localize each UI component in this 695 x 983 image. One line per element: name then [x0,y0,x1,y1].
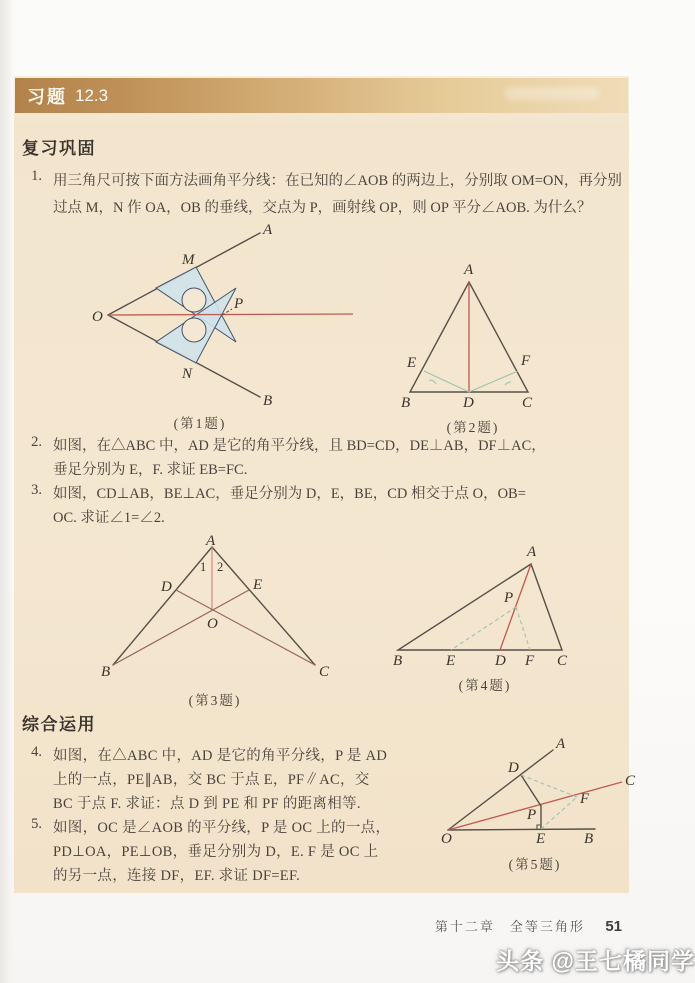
problem-1-line-1: 用三角尺可按下面方法画角平分线：在已知的∠AOB 的两边上，分别取 OM=ON，再分别 [53,173,622,189]
fig4-label-a: A [527,544,537,560]
set-square-bottom-hole [182,318,206,342]
fig3-label-c: C [319,664,330,680]
fig2-label-f: F [521,353,531,369]
problem-1-line-2: 过点 M，N 作 OA，OB 的垂线，交点为 P，画射线 OP，则 OP 平分∠AOB. 为什么？ [53,200,592,216]
figure-3-caption: (第3题) [188,693,242,708]
fig3-label-angle1: 1 [200,560,207,574]
figure-1-drawing [60,220,360,406]
watermark-text: 头条 @王七橘同学 [496,948,695,974]
fig3-label-angle2: 2 [217,560,224,574]
problem-3-line-1: 如图，CD⊥AB，BE⊥AC，垂足分别为 D，E，BE，CD 相交于点 O，OB= [53,486,526,502]
fig5-label-a: A [556,736,566,752]
triangle-abc [398,564,562,650]
segment-pd [521,775,541,806]
figure-1-caption: (第1题) [173,416,227,431]
fig3-label-a: A [206,535,216,549]
fig1-label-p: P [234,296,244,312]
section-comprehensive-heading: 综合运用 [22,715,96,734]
figure-5 [440,735,640,873]
fig5-label-c: C [625,773,636,789]
fig2-label-d: D [463,395,474,410]
fig1-label-m: M [182,252,195,268]
fig4-label-d: D [495,653,506,668]
header-smudge [505,87,600,100]
problem-5 [25,816,470,888]
figure-5-drawing [440,735,640,847]
problem-5-line-3: 的另一点，连接 DF，EF. 求证 DF=EF. [53,868,301,884]
ray-ob [448,829,595,830]
fig4-label-e: E [446,653,456,668]
section-review-heading: 复习巩固 [22,139,96,158]
figure-4-drawing [385,540,585,668]
problem-5-line-1: 如图，OC 是∠AOB 的平分线，P 是 OC 上的一点， [53,820,391,836]
problem-2-number: 2. [31,434,42,450]
fig3-label-d: D [161,579,172,595]
segment-be [113,590,249,665]
problem-1-number: 1. [31,168,42,184]
angle-mark-f [505,382,511,385]
fig4-label-b: B [393,653,403,668]
fig2-label-c: C [522,395,533,410]
segment-pe-dashed [451,607,516,650]
problem-2 [25,434,645,482]
fig1-label-a: A [263,222,273,238]
problem-2-line-2: 垂足分别为 E，F. 求证 EB=FC. [53,462,248,478]
segment-ef-dashed [541,797,577,829]
problem-4 [25,744,470,816]
problem-4-number: 4. [31,744,42,760]
segment-pf-dashed [516,607,530,650]
fig2-label-b: B [401,395,411,410]
segment-ed-green [424,371,469,392]
segment-df-dashed [521,775,577,797]
exercise-tag: 习题 [27,86,67,107]
fig5-label-b: B [584,831,594,847]
fig5-label-o: O [441,831,452,847]
problem-3-number: 3. [31,482,42,498]
problem-3 [25,482,645,530]
figure-1 [60,220,360,432]
problem-4-line-3: BC 于点 F. 求证：点 D 到 PE 和 PF 的距离相等. [53,796,361,812]
fig1-label-n: N [182,366,193,382]
segment-ab [113,547,212,665]
segment-cd [176,590,315,665]
set-square-top-hole [182,288,206,312]
fig3-label-e: E [253,577,263,593]
fig4-label-c: C [557,653,568,668]
page-number: 51 [605,918,622,935]
figure-2-caption: (第2题) [446,420,500,435]
fig2-label-a: A [464,262,474,278]
problem-4-line-2: 上的一点，PE∥AB，交 BC 于点 E，PF∥AC，交 [53,772,370,788]
figure-3-drawing [85,535,345,683]
fig1-label-o: O [92,309,103,325]
problem-2-line-1: 如图，在△ABC 中，AD 是它的角平分线，且 BD=CD，DE⊥AB，DF⊥AC， [53,438,546,454]
fig5-label-e: E [536,831,546,847]
fig5-label-d: D [508,760,519,776]
figure-2-drawing [393,252,553,410]
ray-oa [448,750,553,830]
fig5-label-p: P [527,807,537,823]
fig5-label-f: F [580,791,590,807]
segment-ac [212,547,315,665]
fig2-label-e: E [407,355,417,371]
angle-mark-e [429,380,436,384]
problem-3-line-2: OC. 求证∠1=∠2. [53,510,165,526]
fig3-label-b: B [101,664,111,680]
problem-4-line-1: 如图，在△ABC 中，AD 是它的角平分线，P 是 AD [53,748,388,764]
figure-2 [393,252,553,436]
figure-4 [385,540,585,694]
figure-5-caption: (第5题) [508,857,562,872]
figure-4-caption: (第4题) [458,678,512,693]
page-footer [0,916,628,936]
fig1-label-b: B [263,393,273,406]
exercise-header-bar [15,78,628,113]
exercise-number: 12.3 [75,85,109,105]
chapter-title: 第十二章 全等三角形 [434,919,585,934]
fig3-label-o: O [207,616,218,632]
figure-3 [85,535,345,709]
problem-5-number: 5. [31,816,42,832]
book-spine-shadow [0,0,14,983]
problem-1 [25,168,625,222]
fig4-label-f: F [525,653,535,668]
ray-op-red [108,314,353,315]
problem-5-line-2: PD⊥OA，PE⊥OB，垂足分别为 D，E. F 是 OC 上 [53,844,379,860]
fig4-label-p: P [504,590,514,606]
